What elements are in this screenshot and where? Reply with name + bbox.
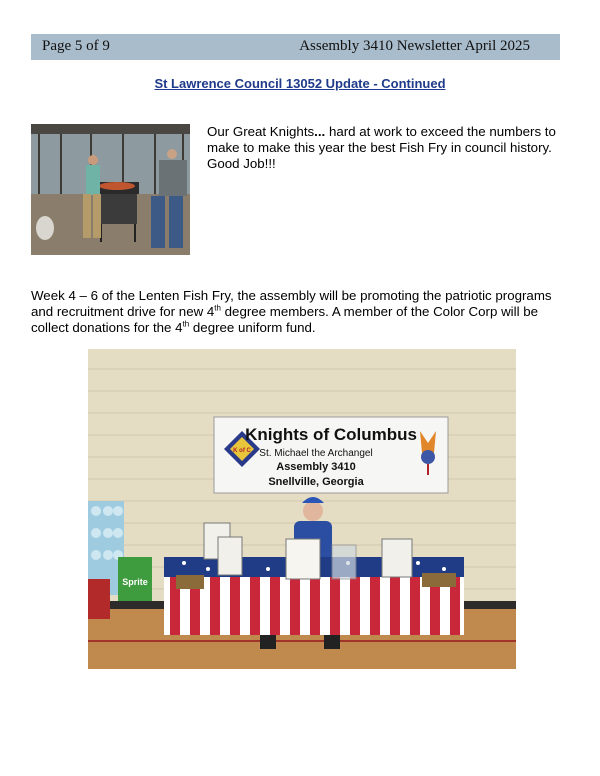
newsletter-title: Assembly 3410 Newsletter April 2025 xyxy=(299,38,530,54)
para1-lead: Our Great Knights xyxy=(207,124,315,139)
emblem-text: K of C xyxy=(233,448,251,454)
para2-part2: degree members. A member of the Color Corp will be collect donations for the 4 xyxy=(31,304,539,335)
banner-title: Knights of Columbus xyxy=(245,425,417,444)
para2-part3: degree uniform fund. xyxy=(189,320,316,335)
flag-stripes xyxy=(164,577,464,635)
lenten-fish-fry-paragraph xyxy=(31,288,576,336)
para1-ellipsis: ... xyxy=(314,124,326,139)
page-number: Page 5 of 9 xyxy=(42,38,110,54)
para1-rest: hard at work to exceed the numbers to make to make this year the best Fish Fry in council history. Good Job!!! xyxy=(207,124,556,171)
grilling-photo xyxy=(31,124,190,255)
sprite-label: Sprite xyxy=(122,577,148,587)
banner-line3: Snellville, Georgia xyxy=(268,476,364,488)
banner-line1: St. Michael the Archangel xyxy=(259,448,373,459)
para2-sup1: th xyxy=(214,303,221,313)
para2-part1: Week 4 – 6 of the Lenten Fish Fry, the assembly will be promoting the patriotic programs and recruitment drive for new 4 xyxy=(31,288,552,319)
great-knights-paragraph xyxy=(207,124,572,172)
section-title: St Lawrence Council 13052 Update - Continued xyxy=(154,76,446,91)
para2-sup2: th xyxy=(182,319,190,329)
recruitment-table-photo xyxy=(88,349,516,669)
newsletter-header-bar xyxy=(31,34,560,60)
banner-line2: Assembly 3410 xyxy=(276,461,356,473)
